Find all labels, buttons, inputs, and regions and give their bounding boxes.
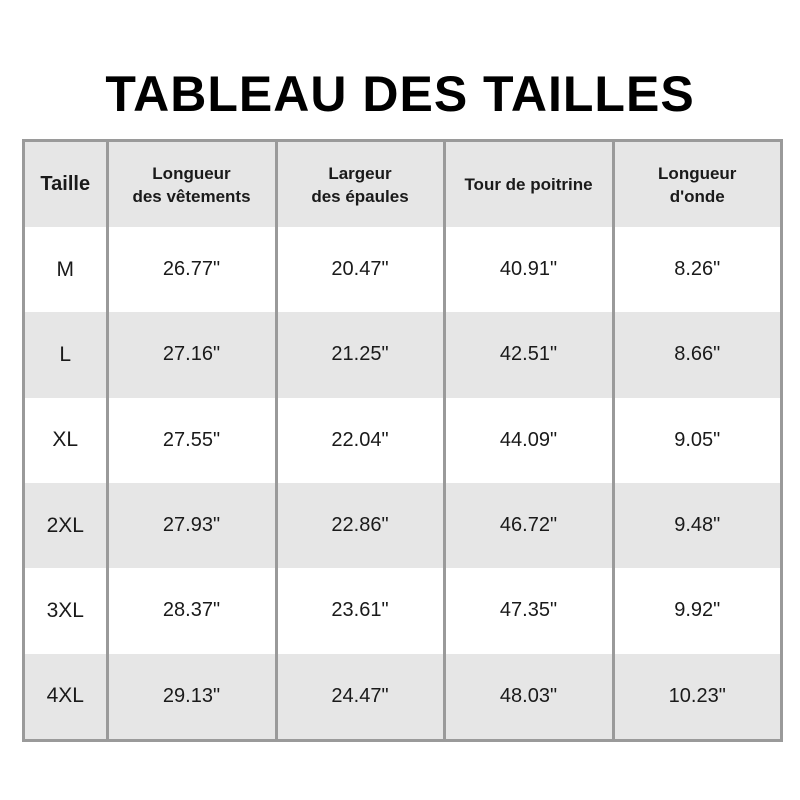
chest-cell: 46.72"	[444, 483, 613, 568]
header-garment-length	[107, 142, 276, 227]
wave-length-cell: 8.26"	[613, 227, 780, 312]
shoulder-width-cell: 22.04"	[276, 398, 444, 483]
chest-cell: 47.35"	[444, 568, 613, 653]
garment-length-cell: 27.16"	[107, 312, 276, 397]
table-row	[25, 568, 780, 653]
header-wave-length-label: Longueur d'onde	[658, 163, 737, 206]
garment-length-cell: 26.77"	[107, 227, 276, 312]
shoulder-width-cell: 22.86"	[276, 483, 444, 568]
shoulder-width-cell: 21.25"	[276, 312, 444, 397]
header-row	[25, 142, 780, 227]
garment-length-cell: 27.93"	[107, 483, 276, 568]
garment-length-cell: 29.13"	[107, 654, 276, 739]
chest-cell: 40.91"	[444, 227, 613, 312]
size-chart	[22, 139, 783, 742]
table-row	[25, 398, 780, 483]
header-size	[25, 142, 107, 227]
garment-length-cell: 27.55"	[107, 398, 276, 483]
shoulder-width-cell: 24.47"	[276, 654, 444, 739]
header-chest	[444, 142, 613, 227]
wave-length-cell: 8.66"	[613, 312, 780, 397]
size-cell: 3XL	[46, 598, 84, 622]
shoulder-width-cell: 23.61"	[276, 568, 444, 653]
table-row	[25, 483, 780, 568]
wave-length-cell: 9.05"	[613, 398, 780, 483]
wave-length-cell: 10.23"	[613, 654, 780, 739]
table-row	[25, 654, 780, 739]
header-wave-length	[613, 142, 780, 227]
header-garment-length-label: Longueur des vêtements	[132, 163, 251, 206]
chest-cell: 42.51"	[444, 312, 613, 397]
wave-length-cell: 9.92"	[613, 568, 780, 653]
garment-length-cell: 28.37"	[107, 568, 276, 653]
size-cell: M	[56, 257, 74, 281]
size-table	[25, 142, 780, 739]
size-cell: L	[59, 342, 72, 366]
header-shoulder-width	[276, 142, 444, 227]
header-chest-label: Tour de poitrine	[464, 175, 593, 194]
size-cell: 2XL	[46, 513, 84, 537]
table-row	[25, 227, 780, 312]
shoulder-width-cell: 20.47"	[276, 227, 444, 312]
header-shoulder-width-label: Largeur des épaules	[311, 163, 409, 206]
chest-cell: 44.09"	[444, 398, 613, 483]
wave-length-cell: 9.48"	[613, 483, 780, 568]
chest-cell: 48.03"	[444, 654, 613, 739]
size-cell: XL	[52, 428, 79, 452]
header-size-label: Taille	[40, 173, 91, 195]
page-title: TABLEAU DES TAILLES	[105, 66, 695, 122]
size-cell: 4XL	[46, 684, 84, 708]
table-row	[25, 312, 780, 397]
